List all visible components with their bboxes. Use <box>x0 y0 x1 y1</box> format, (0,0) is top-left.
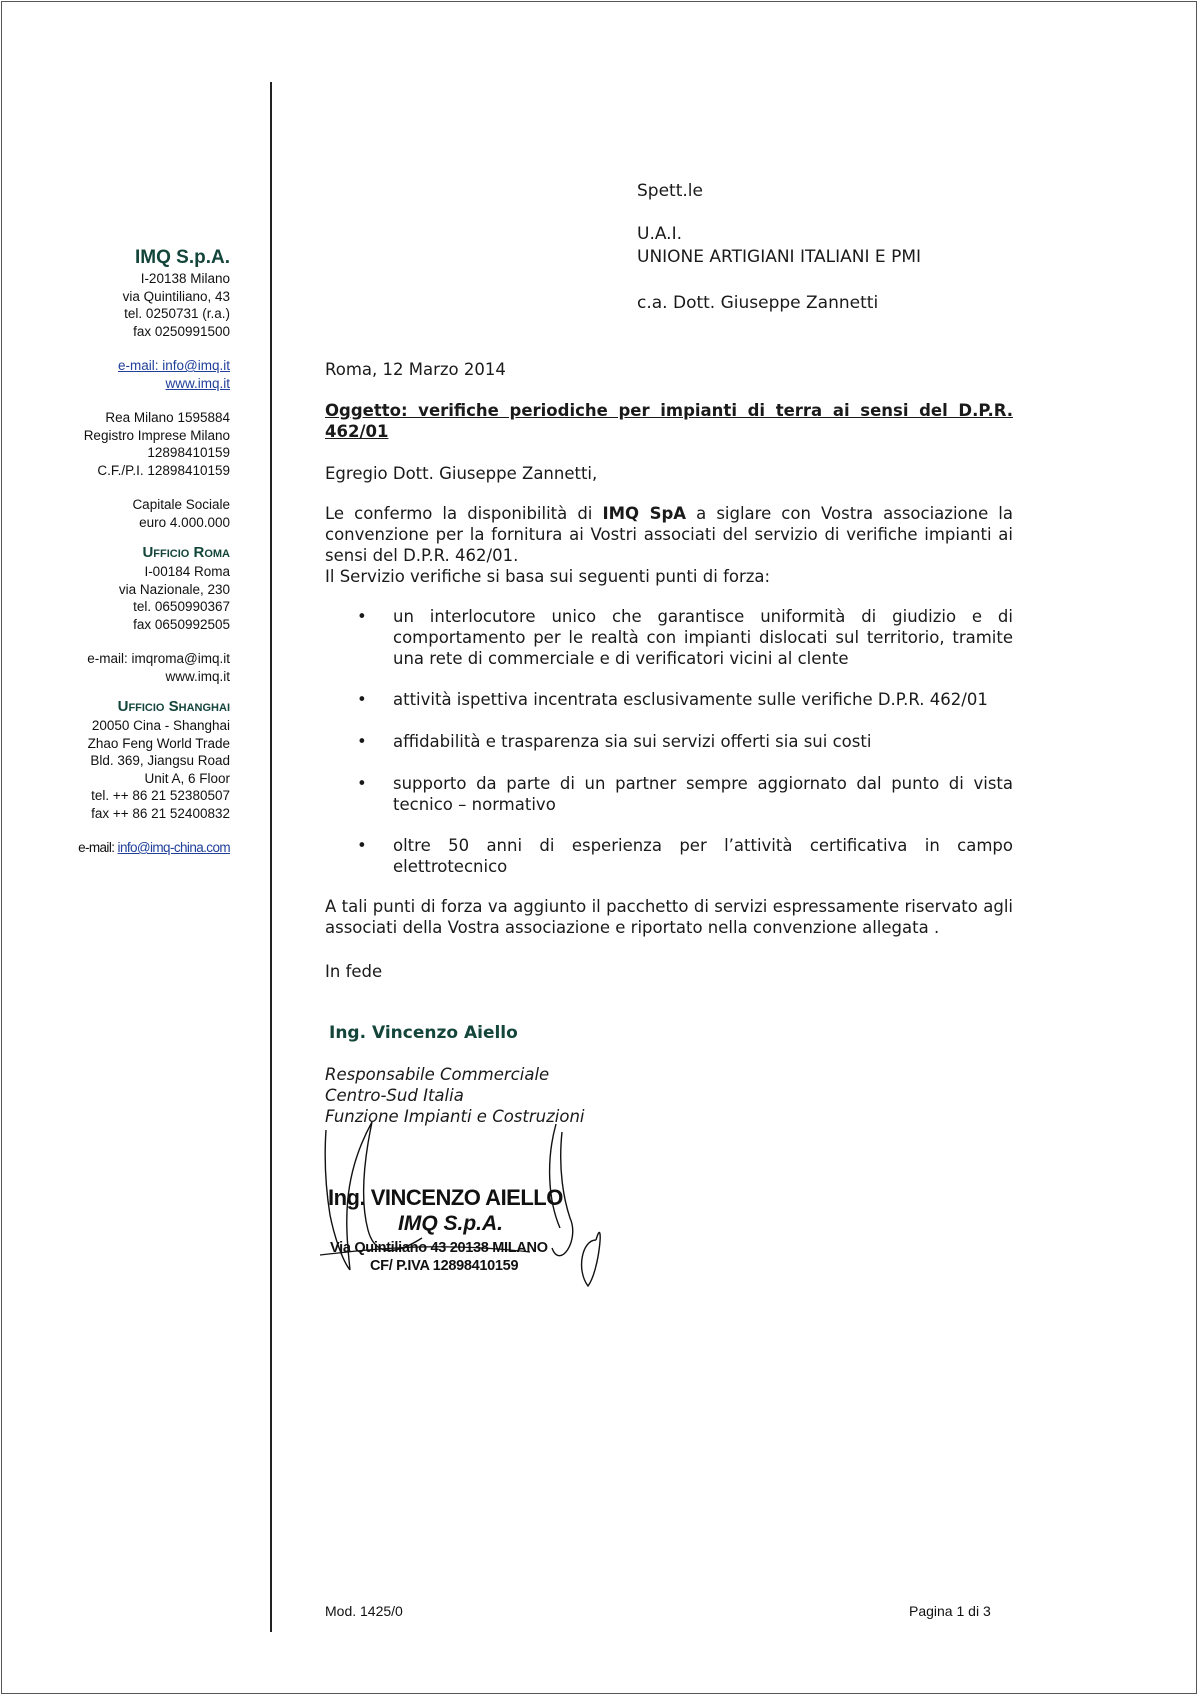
list-item: • affidabilità e trasparenza sia sui servizi offerti sia sui costi <box>325 731 1013 752</box>
list-item: • attività ispettiva incentrata esclusivamente sulle verifiche D.P.R. 462/01 <box>325 689 1013 710</box>
intro-text: Le confermo la disponibilità di <box>325 504 603 523</box>
shanghai-line: tel. ++ 86 21 52380507 <box>91 788 230 803</box>
stamp-vat: CF/ P.IVA 12898410159 <box>370 1258 519 1274</box>
company-name: IMQ S.p.A. <box>135 247 230 268</box>
rome-line: via Nazionale, 230 <box>118 581 230 597</box>
intro-text-cont: a siglare con Vostra associazione la convenzione per la fornitura ai Vostri associati del servizio di verifiche impianti ai sensi del D.P.R. 462/01. <box>325 504 1013 565</box>
letter-date: Roma, 12 Marzo 2014 <box>325 360 506 379</box>
strengths-list <box>325 606 1013 877</box>
signer-name: Ing. Vincenzo Aiello <box>329 1023 518 1043</box>
letter-subject: Oggetto: verifiche periodiche per impianti di terra ai sensi del D.P.R. <box>325 401 1013 420</box>
letter-closing-paragraph: A tali punti di forza va aggiunto il pacchetto di servizi espressamente riservato agli associati della Vostra associazione e riportato nella convenzione allegata . <box>325 897 1013 937</box>
registry-line: Rea Milano 1595884 <box>105 410 230 425</box>
shanghai-line: Bld. 369, Jiangsu Road <box>90 753 230 768</box>
office-shanghai-title: Ufficio Shanghai <box>117 698 230 715</box>
shanghai-email-row <box>0 839 230 857</box>
signer-role: Responsabile Commerciale <box>325 1065 550 1084</box>
letter-sign-off: In fede <box>325 962 383 981</box>
shanghai-email-link[interactable]: info@imq-china.com <box>117 840 230 855</box>
letter-intro <box>325 503 1013 566</box>
shanghai-line: fax ++ 86 21 52400832 <box>91 805 230 821</box>
recipient-salutation: Spett.le <box>637 181 703 201</box>
phone-line: tel. 0250731 (r.a.) <box>124 306 230 321</box>
signature-stamp <box>322 1120 622 1290</box>
capital-line: euro 4.000.000 <box>139 514 230 530</box>
form-code: Mod. 1425/0 <box>325 1603 403 1619</box>
stamp-company: IMQ S.p.A. <box>398 1212 503 1235</box>
rome-line: tel. 0650990367 <box>133 599 230 614</box>
list-item: • oltre 50 anni di esperienza per l’attività certificativa in campo elettrotecnico <box>325 835 1013 877</box>
shanghai-line: Unit A, 6 Floor <box>144 770 230 786</box>
email-link[interactable]: e-mail: info@imq.it <box>118 358 230 373</box>
shanghai-email-prefix: e-mail: <box>78 840 115 855</box>
rome-web: www.imq.it <box>165 668 230 684</box>
letterhead-sidebar <box>0 246 230 857</box>
website-link[interactable]: www.imq.it <box>165 375 230 391</box>
letter-greeting: Egregio Dott. Giuseppe Zannetti, <box>325 464 598 483</box>
rome-email: e-mail: imqroma@imq.it <box>87 651 230 666</box>
shanghai-line: Zhao Feng World Trade <box>87 735 230 751</box>
rome-line: fax 0650992505 <box>133 616 230 632</box>
recipient-org-full: UNIONE ARTIGIANI ITALIANI E PMI <box>637 247 922 267</box>
letter-intro-line2: Il Servizio verifiche si basa sui seguenti punti di forza: <box>325 567 771 586</box>
capital-line: Capitale Sociale <box>132 497 230 512</box>
recipient-attention: c.a. Dott. Giuseppe Zannetti <box>637 293 879 313</box>
stamp-address: Via Quintiliano 43 20138 MILANO <box>330 1240 548 1256</box>
letter-subject-cont: 462/01 <box>325 422 389 441</box>
list-item: • supporto da parte di un partner sempre aggiornato dal punto di vista tecnico – normativo <box>325 773 1013 815</box>
fax-line: fax 0250991500 <box>133 323 230 339</box>
signer-function: Funzione Impianti e Costruzioni <box>325 1107 585 1126</box>
rome-line: I-00184 Roma <box>144 564 230 579</box>
office-rome-title: Ufficio Roma <box>142 544 230 561</box>
signer-department: Centro-Sud Italia <box>325 1086 464 1105</box>
registry-line: 12898410159 <box>147 445 230 460</box>
page-number: Pagina 1 di 3 <box>909 1603 991 1619</box>
shanghai-line: 20050 Cina - Shanghai <box>91 718 230 733</box>
registry-line: C.F./P.I. 12898410159 <box>97 462 230 478</box>
registry-line: Registro Imprese Milano <box>83 427 230 443</box>
address-line: via Quintiliano, 43 <box>122 288 230 304</box>
sidebar-divider <box>270 82 272 1632</box>
recipient-org-short: U.A.I. <box>637 224 682 244</box>
intro-company: IMQ SpA <box>602 504 687 523</box>
list-item: • un interlocutore unico che garantisce uniformità di giudizio e di comportamento per le realtà con impianti dislocati sul territorio, tramite una rete di commerciale e di verificatori vicini al clente <box>325 606 1013 669</box>
stamp-name: Ing. VINCENZO AIELLO <box>328 1185 563 1210</box>
address-line: I-20138 Milano <box>140 271 230 286</box>
